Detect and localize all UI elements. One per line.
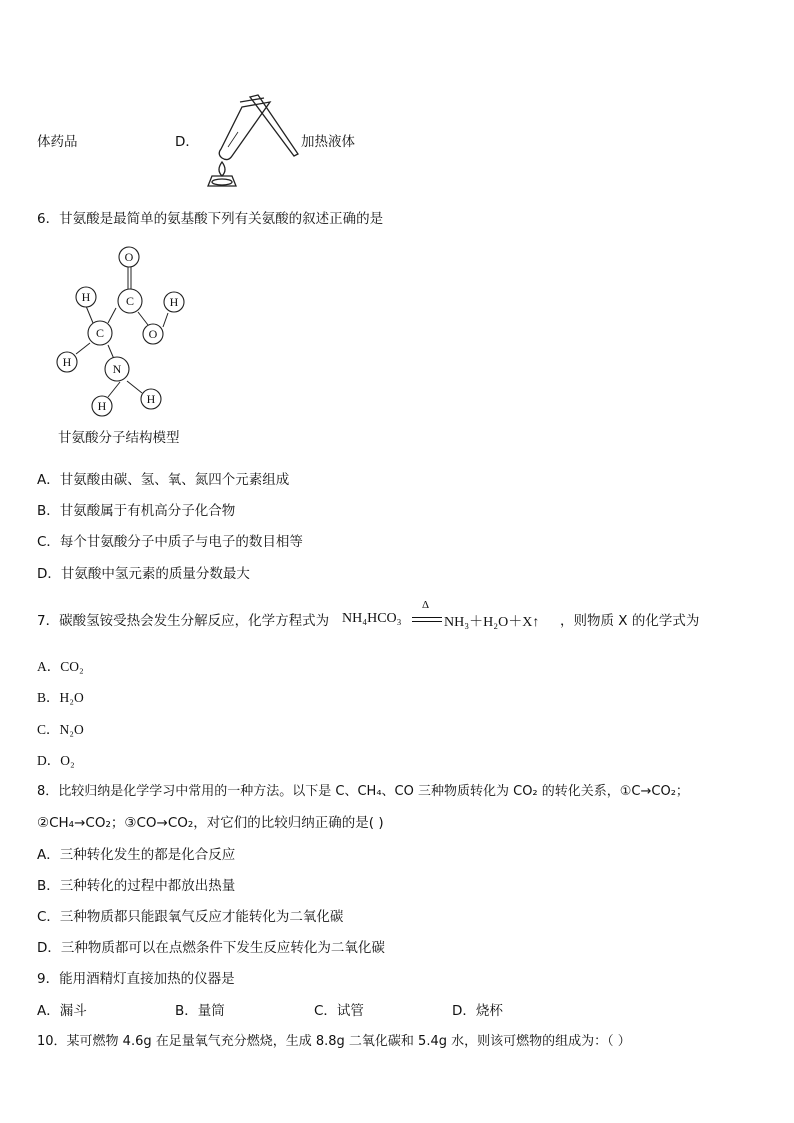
q9-stem: 9．能用酒精灯直接加热的仪器是 — [37, 971, 235, 987]
q9-option-b: B．量筒 — [175, 1003, 225, 1019]
q5-option-d-text: 加热液体 — [301, 134, 355, 150]
q6-stem: 6．甘氨酸是最简单的氨基酸下列有关氨酸的叙述正确的是 — [37, 211, 384, 227]
q6-option-b: B．甘氨酸属于有机高分子化合物 — [37, 503, 236, 519]
flame-icon — [219, 162, 225, 176]
q7-option-d: D．O₂ — [37, 753, 75, 768]
atom-label: O — [148, 327, 158, 341]
q9-option-d: D．烧杯 — [452, 1003, 503, 1019]
q5-prev-option-tail: 体药品 — [37, 134, 78, 150]
q7-option-b: B．H₂O — [37, 690, 84, 705]
q8-option-a: A．三种转化发生的都是化合反应 — [37, 847, 236, 863]
q8-stem-line1: 8．比较归纳是化学学习中常用的一种方法。以下是 C、CH₄、CO 三种物质转化为 CO₂ 的转化关系，①C→CO₂； — [37, 784, 689, 799]
q7-stem-end: ，则物质 X 的化学式为 — [560, 613, 700, 629]
q8-stem-line2: ②CH₄→CO₂；③CO→CO₂，对它们的比较归纳正确的是( ) — [37, 815, 384, 831]
atom-label: H — [146, 392, 156, 406]
q9-option-a: A．漏斗 — [37, 1003, 87, 1019]
test-tube-icon — [219, 102, 270, 160]
figure-caption: 甘氨酸分子结构模型 — [58, 430, 180, 446]
q7-option-a: A．CO₂ — [37, 659, 84, 674]
eq-equals-sign — [412, 617, 442, 622]
eq-reactant: NH₄HCO₃ — [342, 611, 402, 626]
q7-equation — [340, 599, 540, 633]
atom-label: H — [81, 290, 91, 304]
heating-liquid-figure — [198, 92, 308, 190]
atom-label: H — [97, 399, 107, 413]
q7-stem-start: 7．碳酸氢铵受热会发生分解反应，化学方程式为 — [37, 613, 330, 629]
atom-label: H — [62, 355, 72, 369]
q8-option-d: D．三种物质都可以在点燃条件下发生反应转化为二氧化碳 — [37, 940, 385, 956]
q6-option-c: C．每个甘氨酸分子中质子与电子的数目相等 — [37, 534, 303, 550]
q8-option-c: C．三种物质都只能跟氧气反应才能转化为二氧化碳 — [37, 909, 344, 925]
q9-option-c: C．试管 — [314, 1003, 364, 1019]
atom-label: C — [125, 294, 135, 308]
eq-products: NH₃＋H₂O＋X↑ — [444, 615, 540, 630]
glycine-model-figure — [50, 245, 200, 417]
atom-label: O — [124, 250, 134, 264]
q10-stem: 10．某可燃物 4.6g 在足量氧气充分燃烧，生成 8.8g 二氧化碳和 5.4g 水，则该可燃物的组成为：（ ） — [37, 1034, 631, 1049]
q5-option-d-letter: D． — [175, 134, 199, 150]
q8-option-b: B．三种转化的过程中都放出热量 — [37, 878, 236, 894]
q7-option-c: C．N₂O — [37, 722, 84, 737]
q6-option-a: A．甘氨酸由碳、氢、氧、氮四个元素组成 — [37, 472, 290, 488]
eq-condition: Δ — [422, 599, 430, 611]
q6-option-d: D．甘氨酸中氢元素的质量分数最大 — [37, 566, 250, 582]
atom-label: N — [112, 362, 122, 376]
atom-label: C — [95, 326, 105, 340]
atom-label: H — [169, 295, 179, 309]
